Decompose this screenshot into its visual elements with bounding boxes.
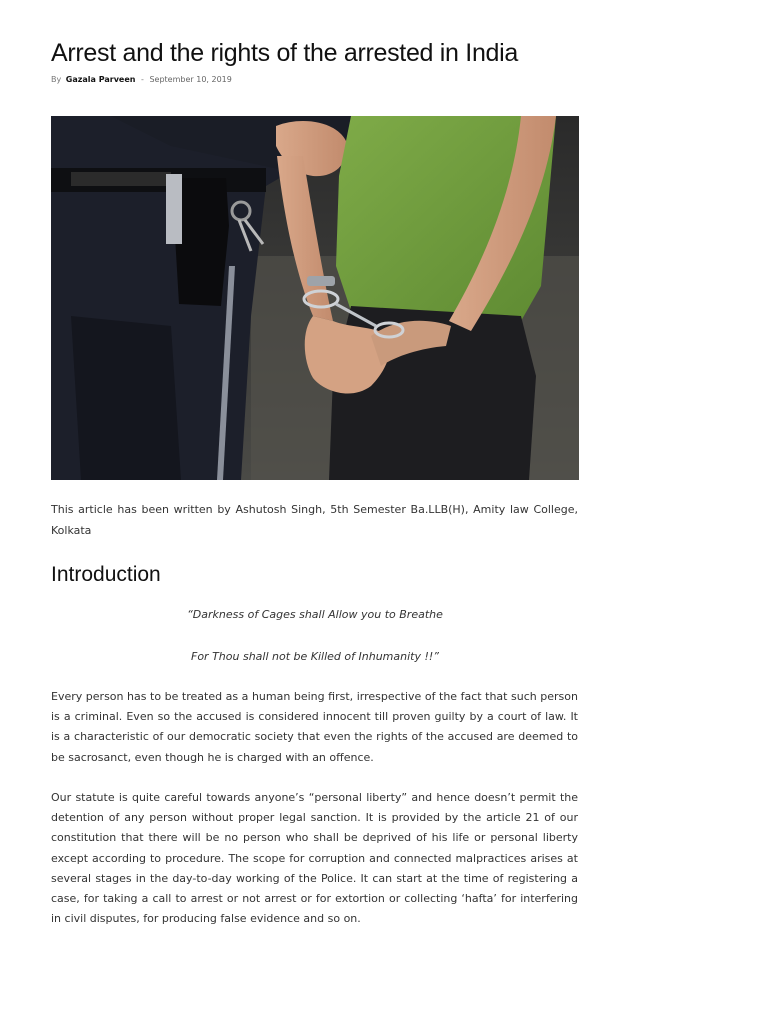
quote-line-2: For Thou shall not be Killed of Inhumanity !!” [191, 650, 439, 663]
byline-by: By [51, 75, 62, 84]
featured-image [51, 116, 579, 480]
paragraph-2: Our statute is quite careful towards anyone’s “personal liberty” and hence doesn’t permit the detention of any person without proper legal sanction. It is provided by the article 21 of our constitution that there will be no person who shall be deprived of his life or personal liberty except according to procedure. The scope for corruption and connected malpractices arises at several stages in the day-to-day working of the Police. It can start at the time of registering a case, for taking a call to arrest or not arrest or for extortion or collecting ‘hafta’ for interfering in civil disputes, for producing false evidence and so on. [51, 791, 578, 926]
author-link[interactable]: Gazala Parveen [65, 75, 136, 84]
byline [51, 74, 232, 86]
section-heading-introduction: Introduction [51, 563, 161, 586]
author-credit: This article has been written by Ashutosh Singh, 5th Semester Ba.LLB(H), Amity law College, Kolkata [51, 503, 578, 537]
byline-separator: - [141, 75, 144, 84]
publish-date: September 10, 2019 [149, 75, 232, 84]
article-title: Arrest and the rights of the arrested in India [51, 39, 519, 67]
arrest-photo-illustration [51, 116, 579, 480]
paragraph-1: Every person has to be treated as a human being first, irrespective of the fact that such person is a criminal. Even so the accused is considered innocent till proven guilty by a court of law. It is a characteristic of our democratic society that even the rights of the accused are deemed to be sacrosanct, even though he is charged with an offence. [51, 690, 578, 764]
quote-line-1: “Darkness of Cages shall Allow you to Breathe [187, 608, 443, 621]
